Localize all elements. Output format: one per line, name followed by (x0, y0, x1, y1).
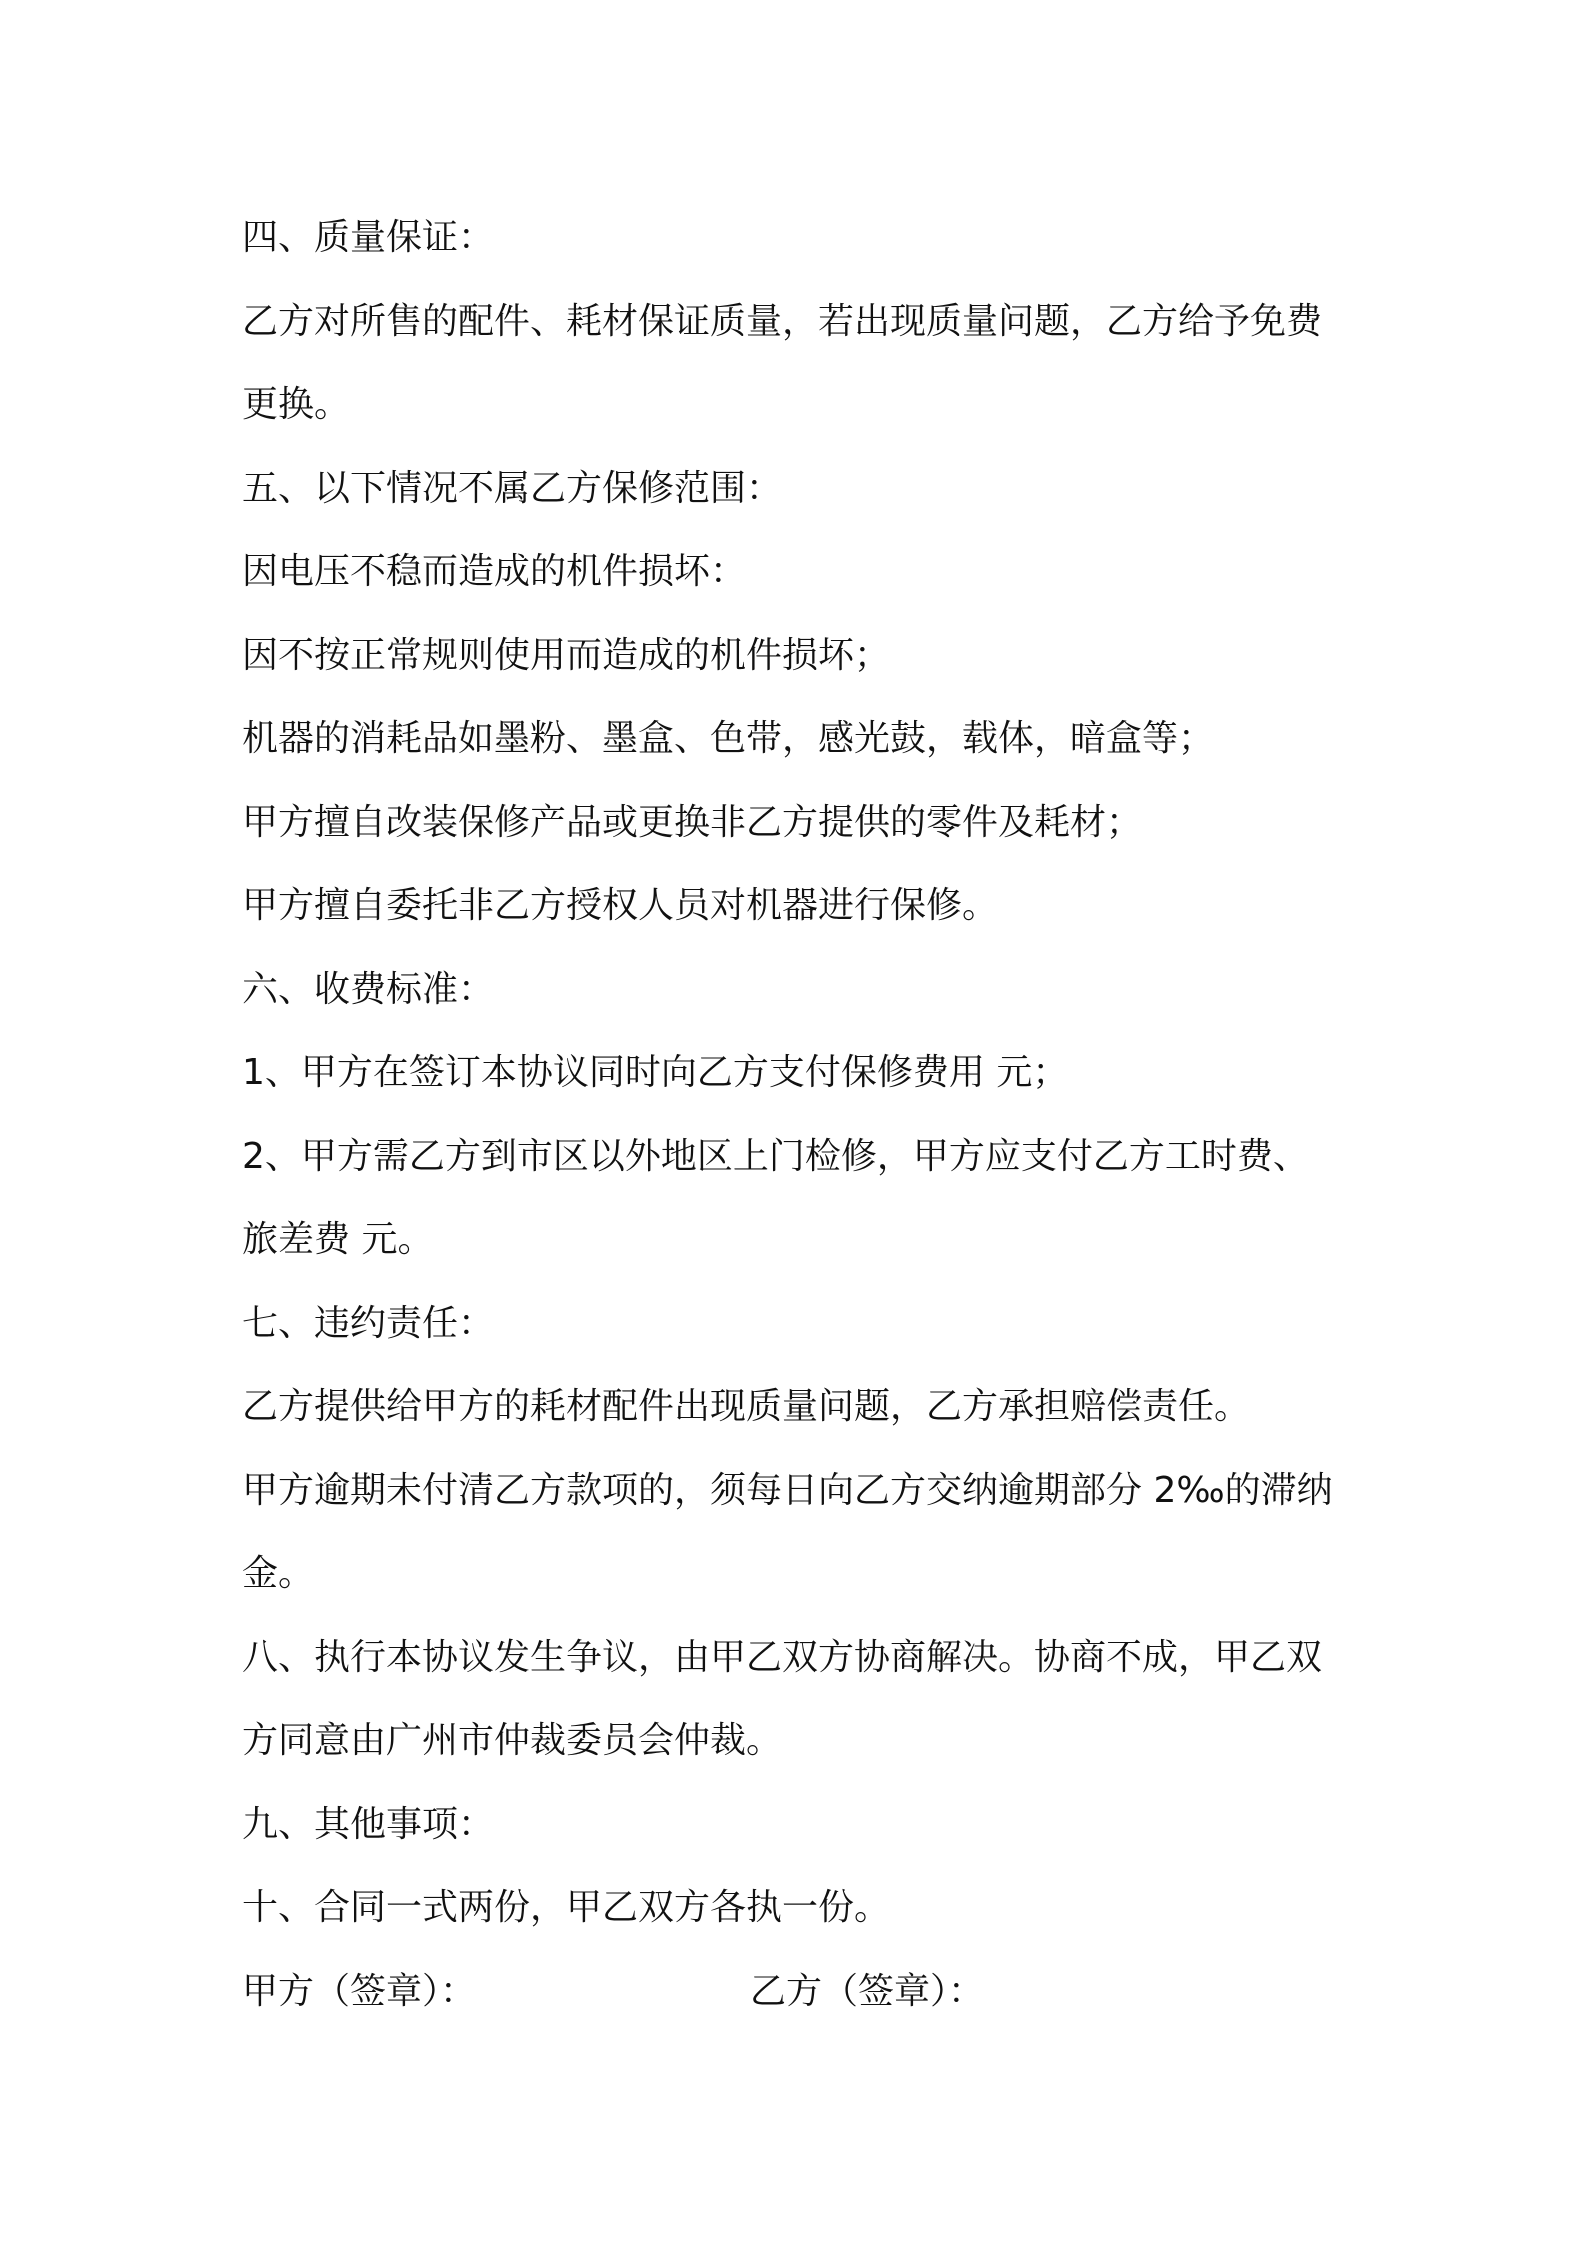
section-heading-liability: 七、违约责任： (242, 1302, 495, 1344)
paragraph-line: 甲方逾期未付清乙方款项的，须每日向乙方交纳逾期部分 2‰的滞纳 (242, 1469, 1333, 1511)
section-heading-disputes: 八、执行本协议发生争议，由甲乙双方协商解决。协商不成，甲乙双 (242, 1636, 1323, 1678)
document-body (242, 196, 1352, 2033)
paragraph-line: 2、甲方需乙方到市区以外地区上门检修，甲方应支付乙方工时费、 (242, 1135, 1309, 1177)
section-heading-copies: 十、合同一式两份，甲乙双方各执一份。 (242, 1887, 891, 1928)
paragraph-line: 机器的消耗品如墨粉、墨盒、色带，感光鼓，载体，暗盒等； (242, 718, 1215, 759)
party-b-signature-label: 乙方（签章）： (750, 1970, 985, 2012)
section-heading-exclusions: 五、以下情况不属乙方保修范围： (242, 467, 783, 509)
paragraph-line: 旅差费 元。 (242, 1219, 434, 1260)
paragraph-line: 方同意由广州市仲裁委员会仲裁。 (242, 1720, 783, 1761)
paragraph-line: 更换。 (242, 384, 351, 425)
paragraph-line: 1、甲方在签订本协议同时向乙方支付保修费用 元； (242, 1052, 1069, 1093)
paragraph-line: 乙方提供给甲方的耗材配件出现质量问题，乙方承担赔偿责任。 (242, 1386, 1251, 1427)
paragraph-line: 因电压不稳而造成的机件损坏： (242, 551, 747, 592)
section-heading-fees: 六、收费标准： (242, 968, 495, 1010)
paragraph-line: 金。 (242, 1553, 315, 1594)
section-heading-other: 九、其他事项： (242, 1803, 495, 1845)
paragraph-line: 甲方擅自委托非乙方授权人员对机器进行保修。 (242, 885, 999, 926)
signature-row (242, 1950, 1352, 2034)
paragraph-line: 甲方擅自改装保修产品或更换非乙方提供的零件及耗材； (242, 801, 1143, 843)
paragraph-line: 因不按正常规则使用而造成的机件损坏； (242, 634, 891, 676)
section-heading-quality: 四、质量保证： (242, 217, 495, 258)
paragraph-line: 乙方对所售的配件、耗材保证质量，若出现质量问题，乙方给予免费 (242, 300, 1323, 342)
party-a-signature-label: 甲方（签章）： (242, 1970, 477, 2012)
